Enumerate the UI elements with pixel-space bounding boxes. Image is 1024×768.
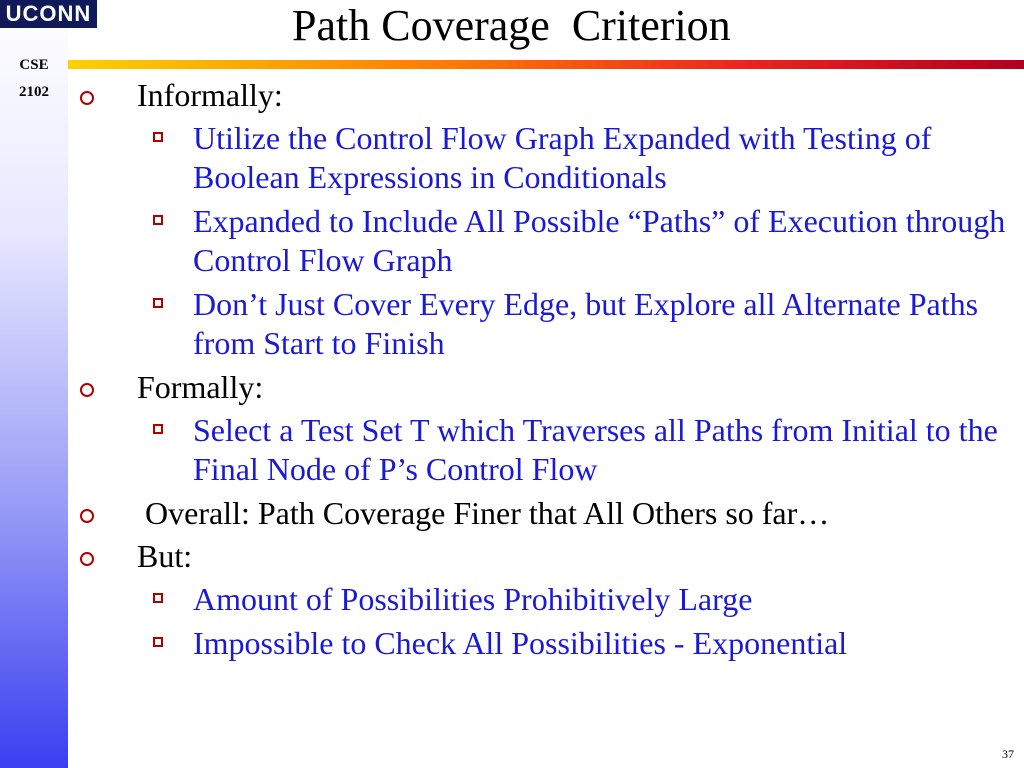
sub-bullet: Don’t Just Cover Every Edge, but Explore all Alternate Paths from Start to Finish bbox=[68, 285, 1018, 363]
circle-bullet-icon bbox=[80, 383, 94, 397]
course-label bbox=[0, 52, 68, 106]
slide-title: Path Coverage Criterion bbox=[292, 1, 731, 50]
square-bullet-icon bbox=[153, 298, 163, 308]
square-bullet-icon bbox=[153, 424, 163, 434]
bullet-formally: Formally: bbox=[68, 368, 1018, 407]
sub-bullet: Amount of Possibilities Prohibitively Large bbox=[68, 580, 1018, 619]
bullet-overall: Overall: Path Coverage Finer that All Others so far… bbox=[68, 494, 1018, 533]
sub-bullet: Impossible to Check All Possibilities - Exponential bbox=[68, 624, 1018, 663]
title-underline-bar bbox=[68, 60, 1024, 69]
circle-bullet-icon bbox=[80, 91, 94, 105]
slide-number: 37 bbox=[1002, 747, 1014, 761]
sidebar-gradient bbox=[0, 0, 68, 768]
square-bullet-icon bbox=[153, 637, 163, 647]
sub-bullet: Utilize the Control Flow Graph Expanded with Testing of Boolean Expressions in Conditionals bbox=[68, 119, 1018, 197]
square-bullet-icon bbox=[153, 593, 163, 603]
circle-bullet-icon bbox=[80, 509, 94, 523]
course-number: 2102 bbox=[19, 84, 49, 100]
bullet-list bbox=[68, 76, 1018, 668]
bullet-informally: Informally: bbox=[68, 76, 1018, 115]
uconn-logo: UCONN bbox=[0, 0, 97, 28]
circle-bullet-icon bbox=[80, 552, 94, 566]
course-dept: CSE bbox=[19, 57, 49, 73]
sub-bullet: Expanded to Include All Possible “Paths” of Execution through Control Flow Graph bbox=[68, 202, 1018, 280]
sub-bullet: Select a Test Set T which Traverses all Paths from Initial to the Final Node of P’s Control Flow bbox=[68, 411, 1018, 489]
square-bullet-icon bbox=[153, 132, 163, 142]
square-bullet-icon bbox=[153, 215, 163, 225]
bullet-but: But: bbox=[68, 537, 1018, 576]
